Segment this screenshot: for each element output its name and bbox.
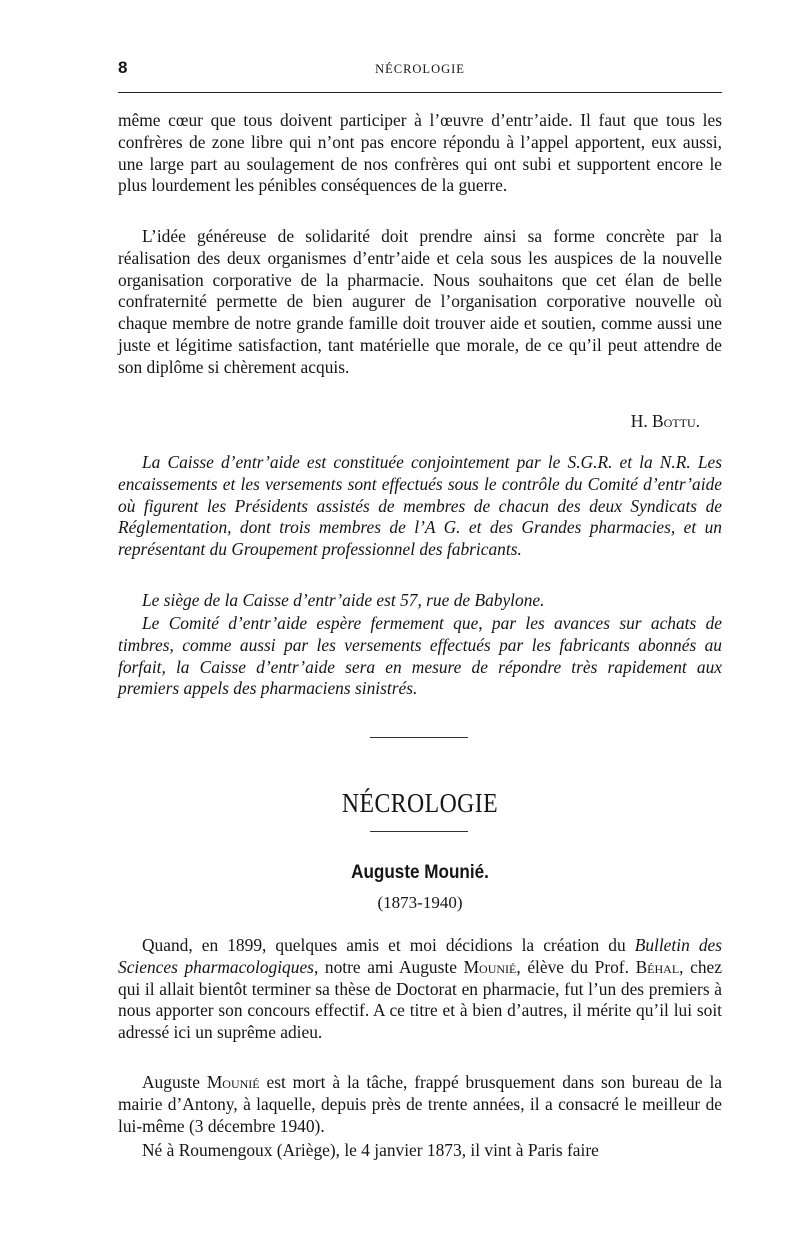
text-run: est mort à la tâche, frappé brusquement dans son bureau de la mairie d’Antony, à laquelle, depuis près de trente années, il a consacré le meilleur de lui-même (3 décembre 1940).: [118, 1072, 722, 1136]
paragraph-continuation: même cœur que tous doivent participer à l’œuvre d’entr’aide. Il faut que tous les confrères de zone libre qui n’ont pas encore répondu à l’appel apportent, eux aussi, une large part au soulagement de nos confrères qui ont subi et supportent encore le plus lourdement les pénibles conséquences de la guerre.: [118, 110, 722, 196]
paragraph-solidarity: L’idée généreuse de solidarité doit prendre ainsi sa forme concrète par la réalisation des deux organismes d’entr’aide et cela sous les auspices de la nouvelle organisation corporative de la pharmacie. Nous souhaitons que cet élan de belle confraternité permette de bien augurer de l’organisation corporative nouvelle où chaque membre de notre grande famille doit trouver aide et soutien, comme aussi une juste et légitime satisfaction, tant matérielle que morale, de ce qu’il peut attendre de son diplôme si chèrement acquis.: [118, 226, 722, 377]
obituary-paragraph-intro: [118, 935, 722, 1044]
signature-initial: H.: [630, 411, 648, 431]
title-rule: [370, 831, 468, 832]
running-title: NÉCROLOGIE: [375, 62, 465, 76]
separator-rule: [370, 737, 468, 738]
notice-paragraph-constitution: La Caisse d’entr’aide est constituée conjointement par le S.G.R. et la N.R. Les encaissements et les versements sont effectués sous le contrôle du Comité d’entr’aide où figurent les Présidents assistés de membres de chacun des deux Syndicats de Réglementation, dont trois membres de l’A G. et des Grandes pharmacies, et un représentant du Groupement professionnel des fabricants.: [118, 452, 722, 560]
obituary-dates: (1873-1940): [377, 893, 463, 912]
section-title: NÉCROLOGIE: [341, 788, 499, 818]
name-mounie-2: Mounié: [206, 1072, 260, 1092]
page-number: 8: [118, 58, 128, 77]
text-run: , notre ami Auguste: [313, 956, 464, 977]
name-behal: Béhal: [635, 956, 680, 977]
text-run: , chez qui il allait bientôt terminer sa thèse de Doctorat en pharmacie, fut l’un des premiers à nous apporter son concours effectif. A ce titre et à bien d’autres, il mérite qu’il lui soit adressé ici un suprême adieu.: [118, 956, 722, 1043]
signature: [118, 411, 700, 432]
text-run: Auguste: [142, 1072, 207, 1092]
text-run: Quand, en 1899, quelques amis et moi décidions la création du: [142, 935, 635, 955]
name-mounie: Mounié: [463, 956, 517, 977]
notice-paragraph-committee: Le Comité d’entr’aide espère fermement que, par les avances sur achats de timbres, comme aussi par les versements effectués par les fabricants abonnés au forfait, la Caisse d’entr’aide sera en mesure de répondre très rapidement aux premiers appels des pharmaciens sinistrés.: [118, 613, 722, 699]
obituary-paragraph-death: [118, 1072, 722, 1137]
obituary-paragraph-birth: Né à Roumengoux (Ariège), le 4 janvier 1873, il vint à Paris faire: [142, 1140, 599, 1160]
journal-title: Bulletin des Sciences pharmacologiques: [118, 935, 722, 977]
notice-paragraph-address: Le siège de la Caisse d’entr’aide est 57, rue de Babylone.: [142, 590, 545, 610]
header-rule: [118, 92, 722, 93]
obituary-name: Auguste Mounié.: [351, 862, 489, 883]
text-run: , élève du Prof.: [516, 956, 636, 977]
signature-surname: Bottu.: [652, 411, 700, 431]
page-header: [118, 58, 722, 84]
